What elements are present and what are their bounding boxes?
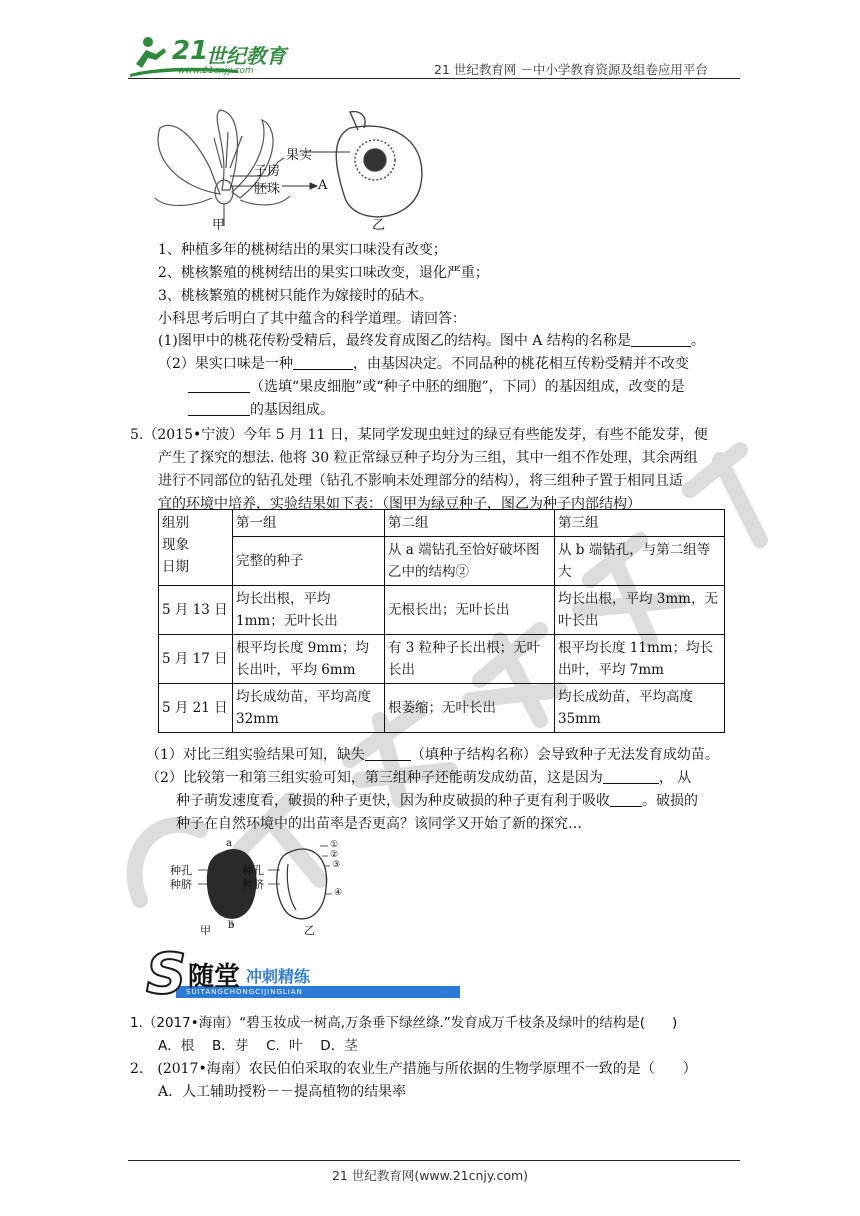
- banner-subtitle: 冲刺精练: [246, 967, 311, 986]
- row-cell: 均长成幼苗，平均高度 35mm: [555, 684, 725, 733]
- q5-sub1-text: （1）对比三组实验结果可知，缺失: [146, 747, 365, 763]
- left-seed-hilum-label: 种脐: [170, 878, 192, 891]
- header-site-name: 21 世纪教育网 －中小学教育资源及组卷应用平台: [434, 62, 708, 77]
- question-2-option-a: A．人工辅助授粉－－提高植物的结果率: [158, 1084, 407, 1100]
- label-a: A: [318, 178, 328, 193]
- answer-blank[interactable]: [610, 792, 642, 807]
- marker-a: a: [226, 838, 232, 849]
- treatment-2: 从 a 端钻孔至恰好破坏图乙中的结构②: [385, 537, 555, 586]
- answer-blank[interactable]: [603, 769, 659, 784]
- q5-line-2: 产生了探究的想法. 他将 30 粒正常绿豆种子均分为三组，其中一组不作处理，其余两组: [158, 450, 698, 466]
- row-cell: 均长成幼苗，平均高度 32mm: [233, 684, 385, 733]
- q4-sub2-line2: [188, 377, 685, 397]
- q5-sub2-text: （2）比较第一和第三组实验可知，第三组种子还能萌发成幼苗，这是因为: [146, 770, 603, 786]
- structure-3: ③: [332, 860, 341, 870]
- banner-title: 随堂: [188, 962, 241, 992]
- q4-sub2-text-d: 的基因组成。: [250, 402, 334, 418]
- row-date: 5 月 21 日: [159, 684, 233, 733]
- question-2: 2. (2017•海南）农民伯伯采取的农业生产措施与所依据的生物学原理不一致的是（ ）: [130, 1061, 697, 1077]
- q4-sub2-text: （2）果实口味是一种: [158, 356, 293, 372]
- q4-sub1-end: 。: [690, 333, 705, 349]
- logo-text: 世纪教育: [206, 44, 286, 68]
- table-row: [159, 684, 725, 733]
- q4-item-3: 3、桃核繁殖的桃树只能作为嫁接时的砧木。: [158, 288, 433, 304]
- row-cell: 无根长出；无叶长出: [385, 586, 555, 635]
- q4-sub2-line1: [158, 354, 689, 374]
- q5-sub1: [146, 745, 719, 765]
- marker-b: b: [228, 920, 235, 931]
- treatment-1: 完整的种子: [233, 537, 385, 586]
- figure-seed: [170, 838, 360, 937]
- structure-1: ①: [330, 840, 339, 850]
- q4-intro: 小科思考后明白了其中蕴含的科学道理。请回答：: [158, 311, 466, 327]
- label-ovary: 子房: [254, 164, 281, 179]
- table-row: [159, 635, 725, 684]
- q4-sub2-text-c: （选填“果皮细胞”或“种子中胚的细胞”，下同）的基因组成，改变的是: [250, 379, 685, 395]
- q4-sub1-text: (1)图甲中的桃花传粉受精后，最终发育成图乙的结构。图中 A 结构的名称是: [158, 333, 631, 349]
- row-cell: 根萎缩；无叶长出: [385, 684, 555, 733]
- table-row: [159, 586, 725, 635]
- q4-sub1: [158, 331, 705, 351]
- row-date: 5 月 17 日: [159, 635, 233, 684]
- q4-item-1: 1、种植多年的桃树结出的果实口味没有改变；: [158, 242, 447, 258]
- q4-sub2-text-b: ，由基因决定。不同品种的桃花相互传粉受精并不改变: [352, 356, 689, 372]
- caption-jia: 甲: [212, 218, 226, 233]
- row-cell: 均长出根，平均 1mm；无叶长出: [233, 586, 385, 635]
- q5-sub1-text-b: （填种子结构名称）会导致种子无法发育成幼苗。: [410, 747, 719, 763]
- group-3-header: 第三组: [555, 510, 725, 537]
- row-cell: 根平均长度 11mm；均长出叶，平均 7mm: [555, 635, 725, 684]
- corner-label-date: 日期: [162, 559, 189, 575]
- q5-line-4: 宜的环境中培养，实验结果如下表：（图甲为绿豆种子，图乙为种子内部结构）: [158, 496, 641, 512]
- structure-2: ②: [330, 850, 339, 860]
- row-cell: 有 3 粒种子长出根；无叶长出: [385, 635, 555, 684]
- right-seed-hilum-label: 种脐: [242, 878, 264, 891]
- banner-pinyin: SUITANGCHONGCIJINGLIAN: [186, 988, 303, 996]
- logo-url: www.21cnjy.com: [178, 66, 254, 76]
- logo-number: 21: [172, 36, 209, 66]
- answer-blank[interactable]: [188, 401, 250, 416]
- q5-sub2-line1: [146, 768, 691, 788]
- q5-line-1: 5.（2015•宁波）今年 5 月 11 日，某同学发现虫蛀过的绿豆有些能发芽，有些不能发芽，便: [130, 427, 708, 443]
- q5-sub2-line3: 种子在自然环境中的出苗率是否更高？该同学又开始了新的探究…: [176, 816, 582, 832]
- q5-sub2-line2: [176, 791, 698, 811]
- table-header-row: [159, 510, 725, 537]
- structure-4: ④: [334, 888, 343, 898]
- q5-line-3: 进行不同部位的钻孔处理（钻孔不影响未处理部分的结构），将三组种子置于相同且适: [158, 473, 683, 489]
- figure-peach: [150, 108, 450, 232]
- caption-yi: 乙: [372, 218, 386, 233]
- experiment-table: [158, 509, 725, 733]
- footer-text: 21 世纪教育网(www.21cnjy.com): [331, 1168, 529, 1183]
- caption-jia: 甲: [200, 924, 211, 937]
- table-corner-cell: [159, 510, 233, 586]
- q5-sub2-text-b: ， 从: [658, 770, 692, 786]
- label-ovule: 胚珠: [254, 182, 281, 197]
- label-fruit: 果实: [286, 148, 313, 163]
- q5-sub2-text-c: 种子萌发速度看，破损的种子更快，因为种皮破损的种子更有利于吸收: [176, 793, 610, 809]
- row-date: 5 月 13 日: [159, 586, 233, 635]
- answer-blank[interactable]: [365, 746, 411, 761]
- row-cell: 均长出根，平均 3mm，无叶长出: [555, 586, 725, 635]
- question-1: 1.（2017•海南）“碧玉妆成一树高,万条垂下绿丝绦.”发育成万千枝条及绿叶的结构是( ): [130, 1015, 678, 1031]
- caption-yi: 乙: [304, 924, 315, 937]
- section-banner: [146, 942, 460, 1007]
- row-cell: 根平均长度 9mm；均长出叶，平均 6mm: [233, 635, 385, 684]
- q5-sub2-text-d: 。破损的: [642, 793, 698, 809]
- banner-letter: S: [146, 942, 187, 1007]
- group-2-header: 第二组: [385, 510, 555, 537]
- q4-sub2-line3: [188, 400, 334, 420]
- site-logo: [128, 34, 298, 80]
- corner-label-group: 组别: [162, 515, 189, 531]
- corner-label-phenomenon: 现象: [162, 537, 189, 553]
- treatment-3: 从 b 端钻孔，与第二组等大: [555, 537, 725, 586]
- header-divider: [128, 78, 740, 79]
- question-1-options: A．根 B．芽 C．叶 D．茎: [158, 1038, 358, 1054]
- answer-blank[interactable]: [631, 332, 691, 347]
- answer-blank[interactable]: [293, 355, 353, 370]
- footer-divider: [128, 1160, 740, 1161]
- answer-blank[interactable]: [188, 378, 250, 393]
- q4-item-2: 2、桃核繁殖的桃树结出的果实口味改变，退化严重；: [158, 265, 489, 281]
- table-treatment-row: [159, 537, 725, 586]
- group-1-header: 第一组: [233, 510, 385, 537]
- right-seed-hole-label: 种孔: [242, 864, 264, 877]
- left-seed-hole-label: 种孔: [170, 864, 192, 877]
